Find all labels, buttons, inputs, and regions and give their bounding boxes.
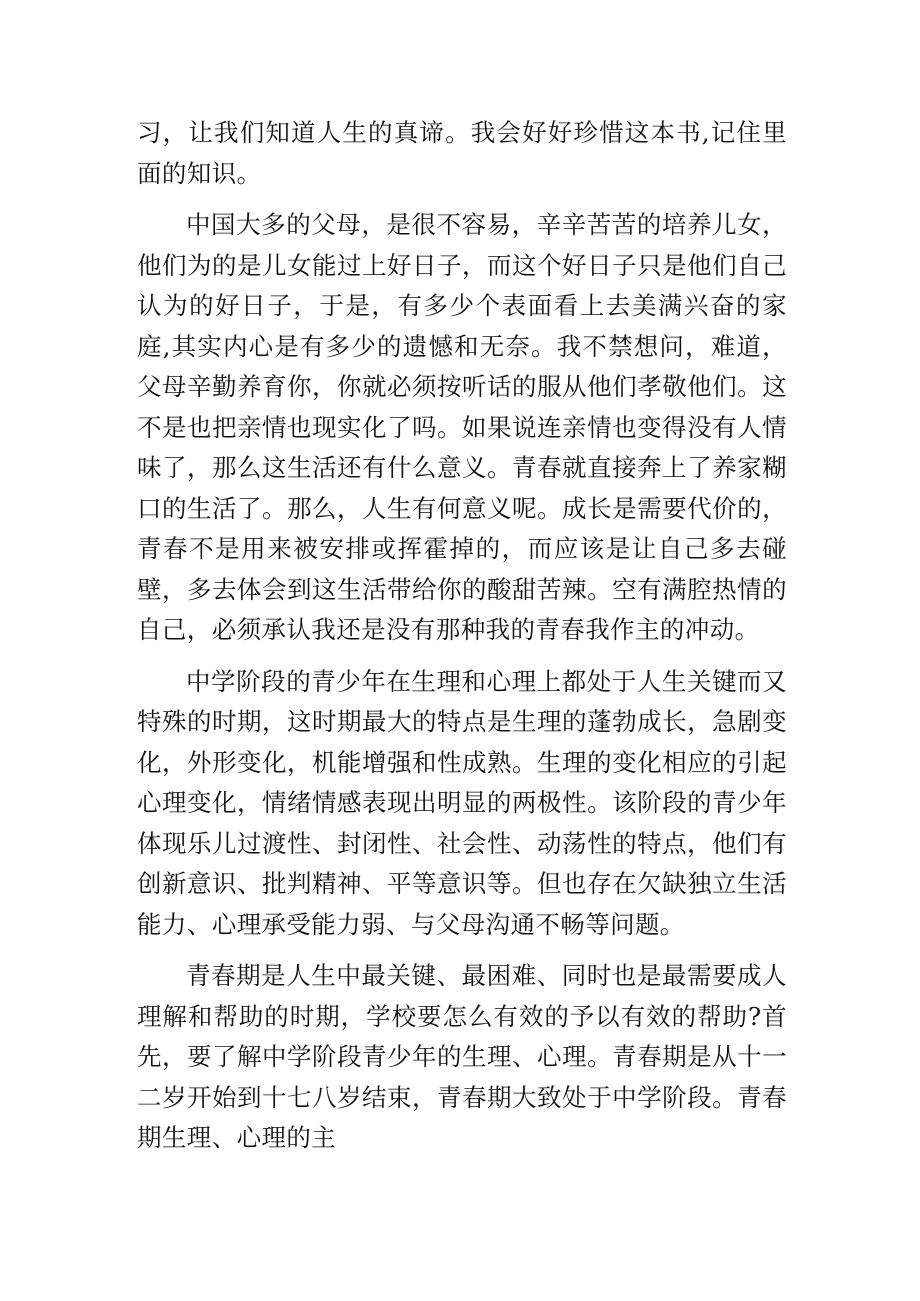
- paragraph-2: 中国大多的父母，是很不容易，辛辛苦苦的培养儿女，他们为的是儿女能过上好日子，而这个好日子只是他们自己认为的好日子，于是，有多少个表面看上去美满兴奋的家庭,其实内心是有多少的遗憾和无奈。我不禁想问，难道，父母辛勤养育你，你就必须按听话的服从他们孝敬他们。这不是也把亲情也现实化了吗。如果说连亲情也变得没有人情味了，那么这生活还有什么意义。青春就直接奔上了养家糊口的生活了。那么，人生有何意义呢。成长是需要代价的，青春不是用来被安排或挥霍掉的，而应该是让自己多去碰壁，多去体会到这生活带给你的酸甜苦辣。空有满腔热情的自己，必须承认我还是没有那种我的青春我作主的冲动。: [137, 210, 787, 644]
- document-page: [137, 113, 787, 1159]
- paragraph-4: 青春期是人生中最关键、最困难、同时也是最需要成人理解和帮助的时期，学校要怎么有效的予以有效的帮助?首先，要了解中学阶段青少年的生理、心理。青春期是从十一二岁开始到十七八岁结束，青春期大致处于中学阶段。青春期生理、心理的主: [137, 961, 787, 1152]
- paragraph-1: 习，让我们知道人生的真谛。我会好好珍惜这本书,记住里面的知识。: [137, 118, 787, 188]
- paragraph-3: 中学阶段的青少年在生理和心理上都处于人生关键而又特殊的时期，这时期最大的特点是生理的蓬勃成长，急剧变化，外形变化，机能增强和性成熟。生理的变化相应的引起心理变化，情绪情感表现出明显的两极性。该阶段的青少年体现乐儿过渡性、封闭性、社会性、动荡性的特点，他们有创新意识、批判精神、平等意识等。但也存在欠缺独立生活能力、心理承受能力弱、与父母沟通不畅等问题。: [137, 666, 787, 939]
